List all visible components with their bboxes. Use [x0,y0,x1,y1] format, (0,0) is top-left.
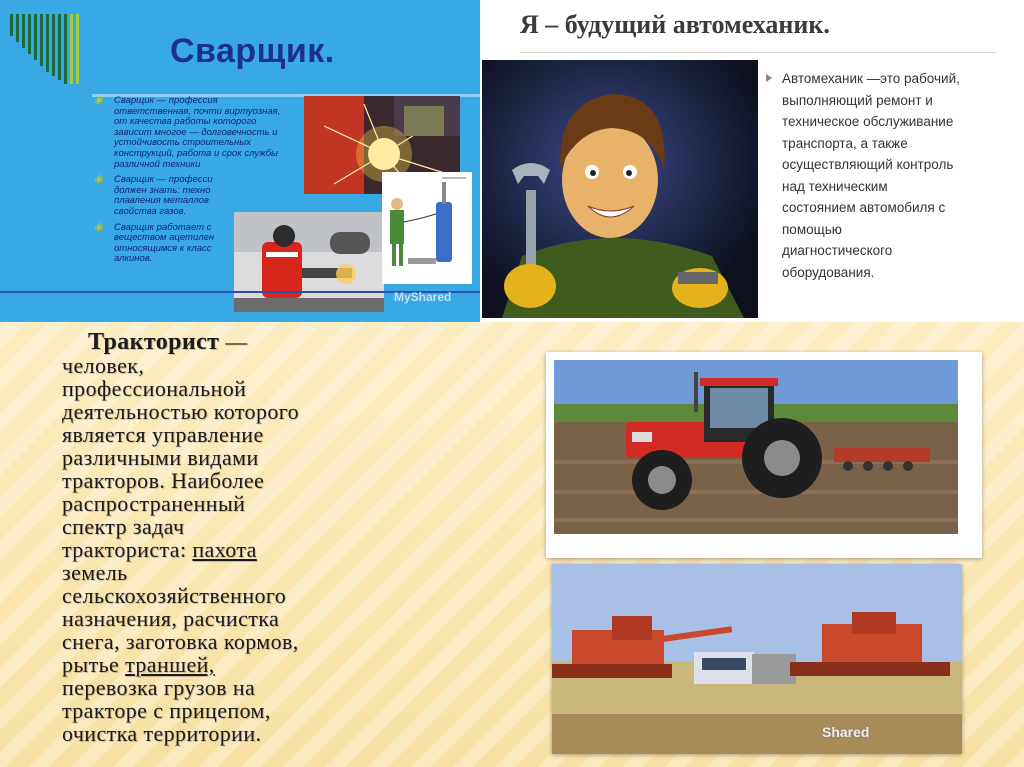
transhei-link[interactable]: траншей, [125,652,215,677]
tractor-line: распространенный [62,491,246,516]
tractor-line: спектр задач [62,514,185,539]
mechanic-line: состоянием автомобиля с [782,200,946,215]
mechanic-line: диагностического [782,243,893,258]
list-item: ◉ Сварщик — профессия ответственная, почти виртуозная, от качества работы которого зависит многое — долговечность и устойчивость строительных конструкций, работа и срок службы различной техники [94,95,281,170]
list-item: ◉ Сварщик работает с веществом ацетилен относящимся к класс алкинов. [94,221,215,265]
tractor-line: назначения, расчистка [62,606,280,631]
tractor-line: профессиональной [62,376,247,401]
welder-worker-photo [234,212,384,312]
mechanic-divider [520,52,996,53]
red-tractor-photo [546,352,982,558]
list-item: ◉ Сварщик — професси должен знать: техно плавления металлов свойства газов. [94,174,213,217]
bullet-icon: ◉ [94,174,103,186]
tractor-line: земель [62,560,128,585]
bullet-icon: ◉ [94,95,103,106]
mechanic-description [764,68,1019,283]
tractor-line: является управление [62,422,264,447]
tractor-line: различными видами [62,445,259,470]
mechanic-line: помощью [782,221,842,237]
tractor-heading-line: Тракторист — [62,330,532,354]
stripes-decoration [10,14,90,84]
welder-panel [0,0,480,322]
mechanic-line-first: Автомеханик —это рабочий, [764,68,1019,90]
tractor-line: снега, заготовка кормов, [62,629,299,654]
harvesters-photo [552,564,962,754]
mechanic-line: выполняющий ремонт и [782,92,933,108]
welding-diagram [382,172,472,284]
mechanic-line: транспорта, а также [782,135,908,151]
bullet-icon: ◉ [94,221,103,233]
tractor-line: рытье траншей, [62,652,215,677]
mechanic-title: Я – будущий автомеханик. [520,10,830,39]
tractor-line: тракторе с прицепом, [62,698,271,723]
tractor-line: деятельностью которого [62,399,300,424]
tractor-description [62,330,532,745]
pakhota-link[interactable]: пахота [192,537,257,562]
mechanic-line: осуществляющий контроль [782,157,954,172]
watermark: Shared [822,724,870,740]
watermark: MyShared [394,290,452,304]
tractor-line: очистка территории. [62,721,262,746]
triangle-bullet-icon [766,74,772,82]
tractor-line: сельскохозяйственного [62,583,287,608]
mechanic-photo [482,60,758,318]
tractor-line: перевозка грузов на [62,675,256,700]
mechanic-line: техническое обслуживание [782,114,954,129]
mechanic-line: оборудования. [782,264,875,280]
tractor-panel [0,322,1024,767]
tractor-line: человек, [62,353,145,378]
tractor-term: Тракторист [88,329,220,355]
tractor-line: тракториста: пахота [62,537,257,562]
welder-title: Сварщик. [170,32,335,70]
tractor-line: тракторов. Наиболее [62,468,265,493]
mechanic-line: над техническим [782,178,888,194]
